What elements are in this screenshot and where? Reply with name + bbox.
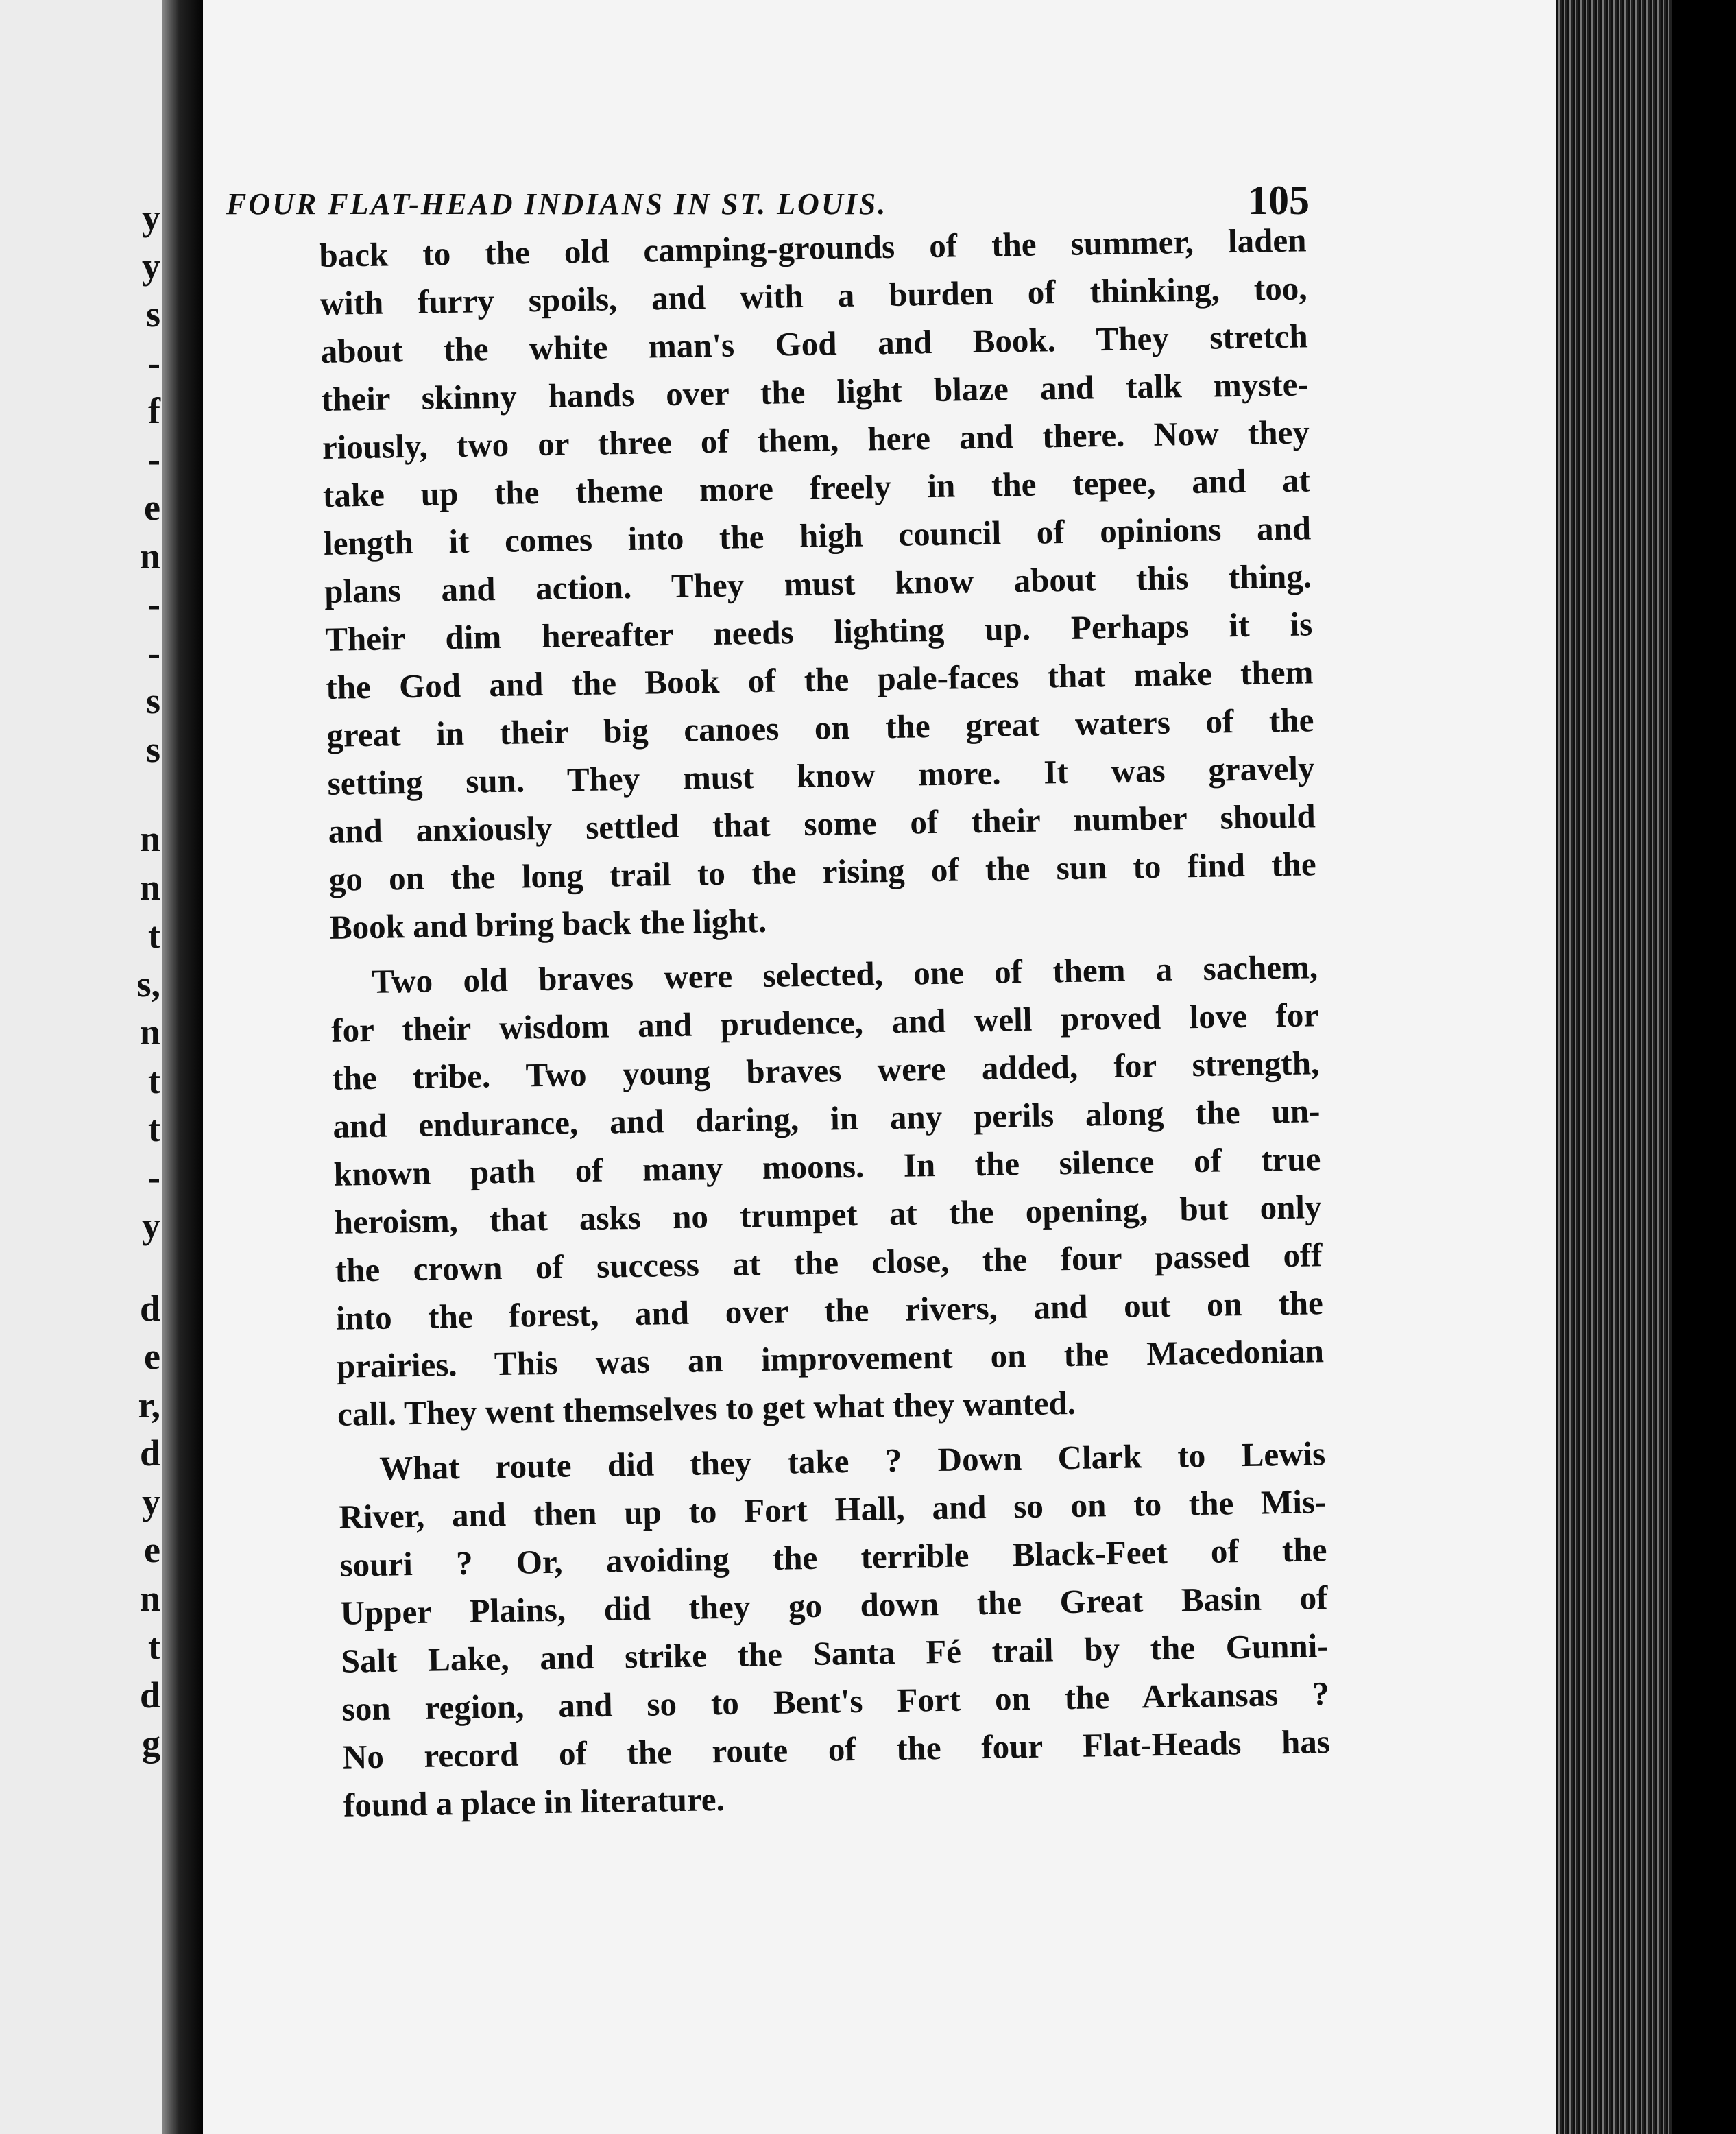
facing-page-letter: g	[142, 1723, 160, 1764]
facing-page-letter: t	[148, 915, 160, 956]
facing-page-letter: n	[139, 866, 160, 908]
text-line: length it comes into the high council of opinions and	[323, 509, 1312, 562]
text-line: take up the theme more freely in the tepee, and at	[322, 461, 1311, 514]
facing-page-letter: n	[139, 1011, 160, 1053]
facing-page-letter: t	[148, 1626, 160, 1667]
text-line: go on the long trail to the rising of the sun to find the	[328, 845, 1317, 898]
body-text	[319, 216, 1331, 1829]
paragraph-1	[319, 216, 1317, 951]
facing-page-letter: -	[148, 341, 160, 383]
facing-page-letter: s,	[136, 963, 160, 1005]
page-number: 105	[1248, 178, 1310, 223]
facing-page-letter: d	[139, 1287, 160, 1329]
facing-page-letter: d	[139, 1432, 160, 1474]
text-line: son region, and so to Bent's Fort on the Arkansas ?	[341, 1675, 1330, 1728]
text-line: Their dim hereafter needs lighting up. Perhaps it is	[324, 605, 1313, 658]
text-line: Two old braves were selected, one of them a sachem,	[371, 948, 1318, 1000]
facing-page-margin	[0, 0, 165, 2134]
text-line: about the white man's God and Book. They stretch	[320, 317, 1308, 370]
text-line: with furry spoils, and with a burden of thinking, too,	[320, 269, 1307, 322]
paragraph-3	[338, 1430, 1331, 1830]
facing-page-letter: -	[148, 438, 160, 480]
text-line: the tribe. Two young braves were added, for strength,	[331, 1044, 1320, 1097]
facing-page-letter: t	[148, 1108, 160, 1149]
facing-page-letter: e	[144, 1529, 160, 1570]
text-line: heroism, that asks no trumpet at the opening, but only	[334, 1188, 1322, 1241]
text-line: their skinny hands over the light blaze and talk myste-	[321, 365, 1310, 418]
facing-page-letter: e	[144, 487, 160, 528]
facing-page-letter: r,	[138, 1384, 160, 1426]
text-line: the God and the Book of the pale-faces that make them	[326, 653, 1314, 706]
text-line: souri ? Or, avoiding the terrible Black-Feet of the	[339, 1531, 1327, 1584]
text-line: riously, two or three of them, here and there. Now they	[322, 413, 1310, 466]
text-line: and endurance, and daring, in any perils along the un-	[333, 1092, 1321, 1145]
text-line: into the forest, and over the rivers, and out on the	[335, 1284, 1324, 1337]
facing-page-letter: -	[148, 1156, 160, 1198]
facing-page-letter: n	[139, 535, 160, 577]
text-line: and anxiously settled that some of their number should	[328, 797, 1316, 850]
text-line: Book and bring back the light.	[329, 901, 767, 946]
facing-page-letter: y	[142, 245, 160, 287]
facing-page-letter: n	[139, 1577, 160, 1619]
facing-page-letter: f	[148, 390, 160, 431]
facing-page-letter: n	[139, 818, 160, 859]
text-line: known path of many moons. In the silence of true	[333, 1140, 1321, 1193]
text-line: back to the old camping-grounds of the summer, laden	[319, 221, 1307, 274]
text-line: No record of the route of the four Flat-Heads has	[342, 1723, 1331, 1776]
text-line: great in their big canoes on the great waters of the	[326, 701, 1314, 754]
facing-page-letter: -	[148, 584, 160, 625]
text-line: setting sun. They must know more. It was gravely	[327, 749, 1315, 802]
page-edges	[1556, 0, 1672, 2134]
facing-page-letter: y	[142, 1205, 160, 1246]
facing-page-letter: s	[145, 728, 160, 770]
text-line: call. They went themselves to get what they wanted.	[337, 1383, 1076, 1433]
text-line: prairies. This was an improvement on the Macedonian	[336, 1332, 1325, 1385]
facing-page-letter: s	[145, 293, 160, 335]
background	[1672, 0, 1736, 2134]
facing-page-letter: -	[148, 632, 160, 673]
facing-page-letter: d	[139, 1674, 160, 1716]
facing-page-letter: s	[145, 680, 160, 721]
facing-page-letter: e	[144, 1336, 160, 1377]
paragraph-2	[330, 943, 1325, 1439]
text-line: found a place in literature.	[343, 1779, 725, 1824]
text-line: the crown of success at the close, the four passed off	[335, 1236, 1323, 1289]
text-line: for their wisdom and prudence, and well proved love for	[330, 996, 1319, 1049]
book-gutter	[162, 0, 206, 2134]
facing-page-letter: y	[142, 197, 160, 238]
text-line: Salt Lake, and strike the Santa Fé trail by the Gunni-	[341, 1627, 1329, 1680]
running-title: FOUR FLAT-HEAD INDIANS IN ST. LOUIS.	[226, 187, 888, 221]
facing-page-letter: y	[142, 1480, 160, 1522]
facing-page-letter: t	[148, 1059, 160, 1101]
text-line: River, and then up to Fort Hall, and so on to the Mis-	[339, 1483, 1327, 1536]
text-line: What route did they take ? Down Clark to Lewis	[378, 1435, 1326, 1487]
text-line: Upper Plains, did they go down the Great Basin of	[340, 1579, 1328, 1632]
text-line: plans and action. They must know about this thing.	[324, 557, 1312, 610]
